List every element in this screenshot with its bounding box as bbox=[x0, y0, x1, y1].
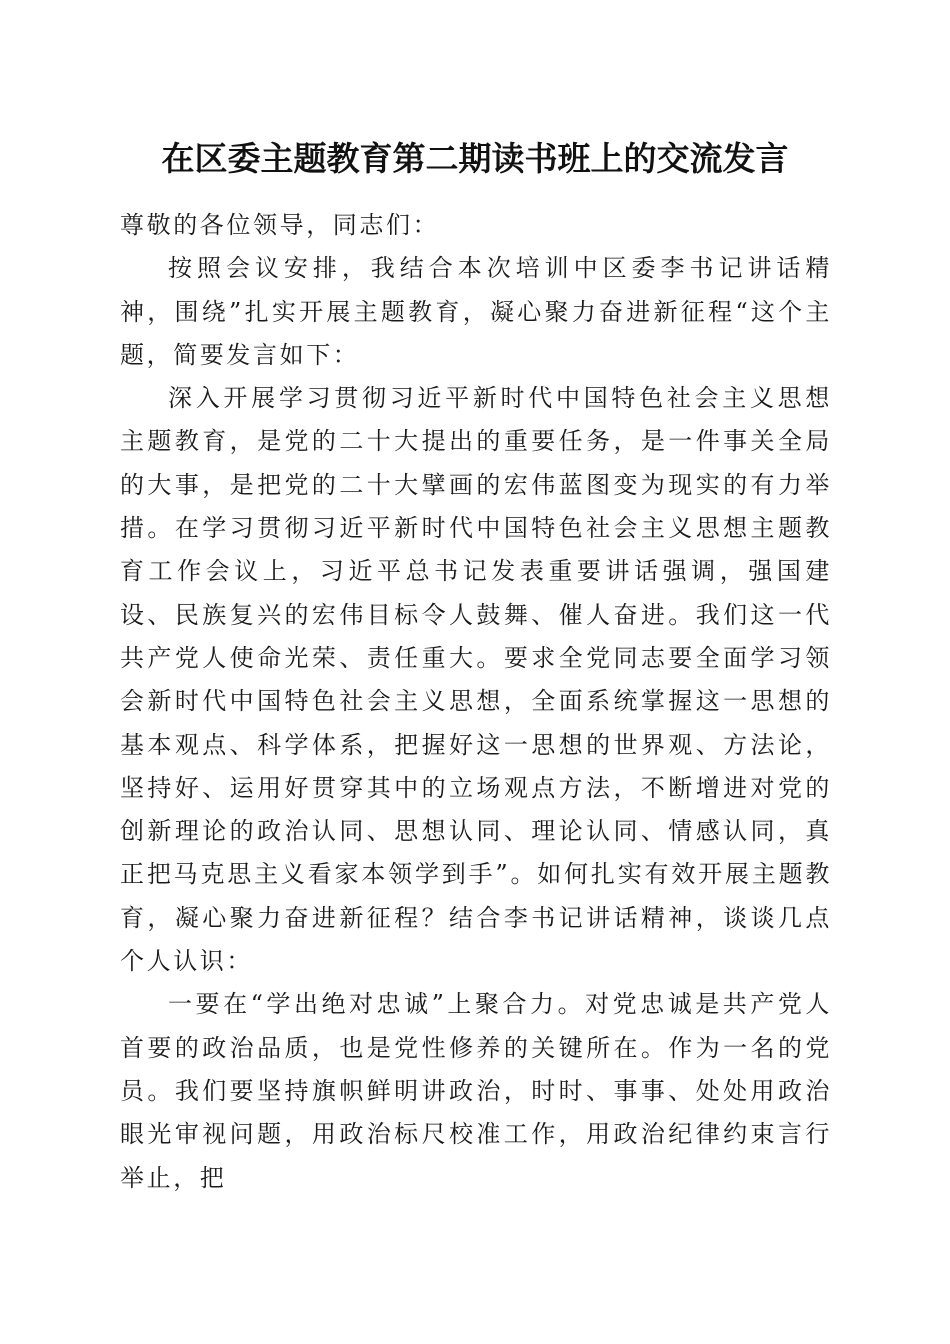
paragraph-point-one: 一要在“学出绝对忠诚”上聚合力。对党忠诚是共产党人首要的政治品质，也是党性修养的关键所在。作为一名的党员。我们要坚持旗帜鲜明讲政治，时时、事事、处处用政治眼光审视问题，用政治标尺校准工作，用政治纪律约束言行举止，把 bbox=[120, 990, 832, 1192]
paragraph-intro: 按照会议安排，我结合本次培训中区委李书记讲话精神，围绕”扎实开展主题教育，凝心聚力奋进新征程“这个主题，简要发言如下： bbox=[120, 254, 832, 369]
paragraph-background: 深入开展学习贯彻习近平新时代中国特色社会主义思想主题教育，是党的二十大提出的重要任务，是一件事关全局的大事，是把党的二十大擘画的宏伟蓝图变为现实的有力举措。在学习贯彻习近平新时代中国特色社会主义思想主题教育工作会议上，习近平总书记发表重要讲话强调，强国建设、民族复兴的宏伟目标令人鼓舞、催人奋进。我们这一代共产党人使命光荣、责任重大。要求全党同志要全面学习领会新时代中国特色社会主义思想，全面系统掌握这一思想的基本观点、科学体系，把握好这一思想的世界观、方法论，坚持好、运用好贯穿其中的立场观点方法，不断增进对党的创新理论的政治认同、思想认同、理论认同、情感认同，真正把马克思主义看家本领学到手”。如何扎实有效开展主题教育，凝心聚力奋进新征程？结合李书记讲话精神，谈谈几点个人认识： bbox=[120, 384, 832, 976]
document-title: 在区委主题教育第二期读书班上的交流发言 bbox=[161, 139, 789, 178]
salutation: 尊敬的各位领导，同志们： bbox=[120, 211, 440, 239]
document-body bbox=[120, 204, 832, 1200]
